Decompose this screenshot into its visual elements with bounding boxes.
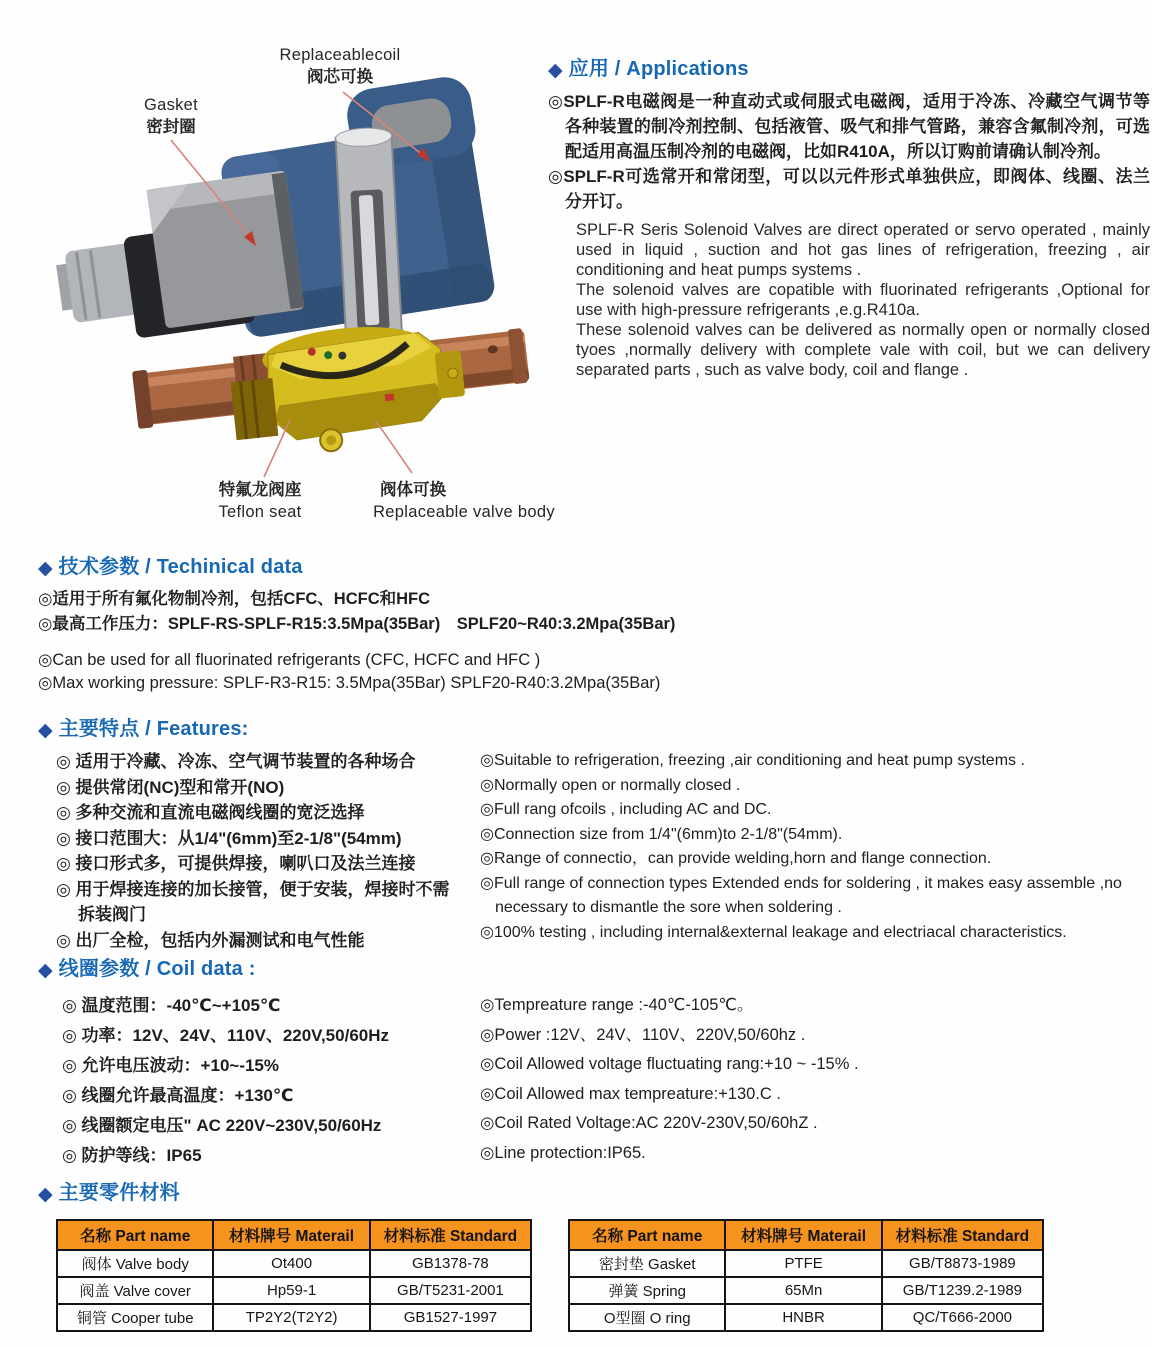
table-row: [57, 1250, 531, 1277]
technical-en-list: [38, 649, 1146, 695]
diamond-icon: ◆: [548, 60, 563, 81]
features-en-list: [463, 749, 1150, 953]
column-header-standard: 材料标准 Standard: [882, 1220, 1043, 1250]
coil-en-item: ◎Power :12V、24V、110V、220V,50/60hz .: [480, 1025, 806, 1044]
table-cell: GB/T1239.2-1989: [882, 1277, 1043, 1304]
feature-zh-item: ◎ 适用于冷藏、冷冻、空气调节装置的各种场合: [56, 752, 416, 771]
feature-zh-item: ◎ 多种交流和直流电磁阀线圈的宽泛选择: [56, 803, 365, 822]
section-technical-data: [38, 550, 1146, 695]
feature-en-item: ◎100% testing , including internal&external leakage and electriacal characteristics.: [480, 923, 1067, 941]
features-header: [38, 712, 1150, 741]
technical-header: [38, 550, 1146, 579]
column-header-material: 材料牌号 Materail: [213, 1220, 369, 1250]
coil-zh-item: ◎ 线圈额定电压" AC 220V~230V,50/60Hz: [62, 1116, 382, 1135]
table-cell: 铜管 Cooper tube: [57, 1304, 213, 1331]
table-cell: Ot400: [213, 1250, 369, 1277]
label-replaceable-coil: [240, 44, 440, 88]
coil-zh-list: [38, 991, 463, 1171]
coil-title: 线圈参数 / Coil data :: [58, 958, 256, 980]
coil-en-item: ◎Tempreature range :-40℃-105℃。: [480, 996, 754, 1014]
table-row: [569, 1250, 1043, 1277]
applications-en-paragraph: The solenoid valves are copatible with fluorinated refrigerants ,Optional for use with high-pressure refrigerants ,e.g.R410a.: [576, 281, 1150, 319]
section-features: [38, 712, 1150, 953]
coil-zh-item: ◎ 温度范围：-40℃~+105℃: [62, 996, 281, 1015]
feature-en-item: ◎Full range of connection types Extended ends for soldering , it makes easy assemble ,no necessary to dismantle the sore when soldering .: [480, 874, 1122, 916]
label-teflon-seat-en: Teflon seat: [218, 503, 302, 521]
coil-en-list: [463, 991, 1150, 1171]
feature-en-item: ◎Range of connectio，can provide welding,horn and flange connection.: [480, 850, 992, 867]
technical-zh-item: ◎最高工作压力：SPLF-RS-SPLF-R15:3.5Mpa(35Bar) SPLF20~R40:3.2Mpa(35Bar): [38, 615, 676, 633]
table-cell: GB/T8873-1989: [882, 1250, 1043, 1277]
table-cell: O型圈 O ring: [569, 1304, 725, 1331]
coil-zh-item: ◎ 线圈允许最高温度：+130℃: [62, 1086, 294, 1105]
technical-title: 技术参数 / Techinical data: [58, 556, 303, 578]
table-cell: 阀盖 Valve cover: [57, 1277, 213, 1304]
table-cell: Hp59-1: [213, 1277, 369, 1304]
table-cell: 阀体 Valve body: [57, 1250, 213, 1277]
table-row: [569, 1304, 1043, 1331]
label-gasket: [116, 94, 226, 138]
section-materials: [38, 1176, 1146, 1332]
applications-en-paragraph: SPLF-R Seris Solenoid Valves are direct operated or servo operated , mainly used in liquid , suction and hot gas lines of refrigeration, freezing , air conditioning and heat pumps systems .: [576, 221, 1150, 279]
technical-zh-list: [38, 587, 1146, 637]
label-replaceable-valve-body-en: Replaceable valve body: [373, 503, 555, 521]
applications-header: [548, 52, 1150, 81]
table-cell: 密封垫 Gasket: [569, 1250, 725, 1277]
diamond-icon: ◆: [38, 1184, 53, 1205]
feature-zh-item: ◎ 接口形式多，可提供焊接，喇叭口及法兰连接: [56, 854, 416, 873]
coil-zh-item: ◎ 允许电压波动：+10~-15%: [62, 1056, 280, 1075]
applications-title: 应用 / Applications: [568, 58, 749, 80]
column-header-part-name: 名称 Part name: [569, 1220, 725, 1250]
label-replaceable-valve-body-zh: 阀体可换: [380, 481, 446, 499]
feature-zh-item: ◎ 提供常闭(NC)型和常开(NO): [56, 777, 285, 797]
applications-en-paragraphs: [548, 220, 1150, 380]
label-teflon-seat-zh: 特氟龙阀座: [218, 481, 302, 499]
applications-en-paragraph: These solenoid valves can be delivered as normally open or normally closed tyoes ,normally delivery with complete vale with coil, but we can delivery separated parts , such as valve body, coil and flange .: [576, 321, 1150, 379]
brass-valve-body: [226, 316, 469, 461]
coil-en-item: ◎Coil Rated Voltage:AC 220V-230V,50/60hZ .: [480, 1114, 818, 1132]
table-cell: QC/T666-2000: [882, 1304, 1043, 1331]
column-header-standard: 材料标准 Standard: [370, 1220, 531, 1250]
table-cell: HNBR: [725, 1304, 881, 1331]
label-replaceable-valve-body: [358, 479, 570, 523]
label-replaceable-coil-en: Replaceablecoil: [279, 46, 401, 64]
applications-zh-list: [548, 89, 1150, 214]
materials-table-left: [56, 1219, 532, 1332]
column-header-part-name: 名称 Part name: [57, 1220, 213, 1250]
materials-header: [38, 1176, 1146, 1205]
plunger-tube: [335, 127, 403, 354]
table-row: [57, 1277, 531, 1304]
coil-en-item: ◎Coil Allowed max tempreature:+130.C .: [480, 1084, 781, 1103]
features-title: 主要特点 / Features:: [58, 718, 249, 740]
section-applications: [548, 52, 1150, 380]
feature-zh-item: ◎ 用于焊接连接的加长接管，便于安装，焊接时不需拆装阀门: [56, 879, 450, 924]
table-cell: GB1527-1997: [370, 1304, 531, 1331]
column-header-material: 材料牌号 Materail: [725, 1220, 881, 1250]
table-cell: GB/T5231-2001: [370, 1277, 531, 1304]
coil-header: [38, 952, 1150, 981]
label-replaceable-coil-zh: 阀芯可换: [307, 68, 373, 86]
coil-zh-item: ◎ 防护等线：IP65: [62, 1146, 202, 1165]
table-cell: PTFE: [725, 1250, 881, 1277]
diamond-icon: ◆: [38, 720, 53, 741]
feature-zh-item: ◎ 出厂全检，包括内外漏测试和电气性能: [56, 930, 365, 950]
coil-en-item: ◎Line protection:IP65.: [480, 1143, 646, 1162]
table-cell: 弹簧 Spring: [569, 1277, 725, 1304]
table-header-row: [57, 1220, 531, 1250]
applications-zh-item: ◎SPLF-R可选常开和常闭型，可以以元件形式单独供应，即阀体、线圈、法兰分开订。: [548, 167, 1150, 211]
coil-zh-item: ◎ 功率：12V、24V、110V、220V,50/60Hz: [62, 1026, 390, 1045]
table-row: [57, 1304, 531, 1331]
feature-en-item: ◎Suitable to refrigeration, freezing ,air conditioning and heat pump systems .: [480, 752, 1025, 769]
technical-en-item: ◎Can be used for all fluorinated refrigerants (CFC, HCFC and HFC ): [38, 651, 541, 669]
feature-en-item: ◎Normally open or normally closed .: [480, 776, 741, 794]
label-gasket-en: Gasket: [143, 96, 199, 114]
technical-zh-item: ◎适用于所有氟化物制冷剂，包括CFC、HCFC和HFC: [38, 590, 431, 608]
technical-en-item: ◎Max working pressure: SPLF-R3-R15: 3.5Mpa(35Bar) SPLF20-R40:3.2Mpa(35Bar): [38, 674, 661, 692]
table-cell: 65Mn: [725, 1277, 881, 1304]
table-header-row: [569, 1220, 1043, 1250]
applications-zh-item: ◎SPLF-R电磁阀是一种直动式或伺服式电磁阀，适用于冷冻、冷藏空气调节等各种装置的制冷剂控制、包括液管、吸气和排气管路，兼容含氟制冷剂，可选配适用高温压制冷剂的电磁阀，比如R410A，所以订购前请确认制冷剂。: [548, 92, 1150, 161]
diamond-icon: ◆: [38, 960, 53, 981]
coil-en-item: ◎Coil Allowed voltage fluctuating rang:+10 ~ -15% .: [480, 1055, 859, 1073]
label-teflon-seat: [185, 479, 335, 523]
table-cell: TP2Y2(T2Y2): [213, 1304, 369, 1331]
section-coil-data: [38, 952, 1150, 1171]
feature-en-item: ◎Connection size from 1/4"(6mm)to 2-1/8"(54mm).: [480, 825, 843, 843]
materials-table-right: [568, 1219, 1044, 1332]
feature-en-item: ◎Full rang ofcoils , including AC and DC.: [480, 801, 772, 818]
label-gasket-zh: 密封圈: [146, 118, 196, 136]
table-cell: GB1378-78: [370, 1250, 531, 1277]
materials-title: 主要零件材料: [58, 1182, 180, 1204]
diamond-icon: ◆: [38, 558, 53, 579]
table-row: [569, 1277, 1043, 1304]
feature-zh-item: ◎ 接口范围大：从1/4"(6mm)至2-1/8"(54mm): [56, 828, 402, 848]
features-zh-list: [38, 749, 463, 953]
